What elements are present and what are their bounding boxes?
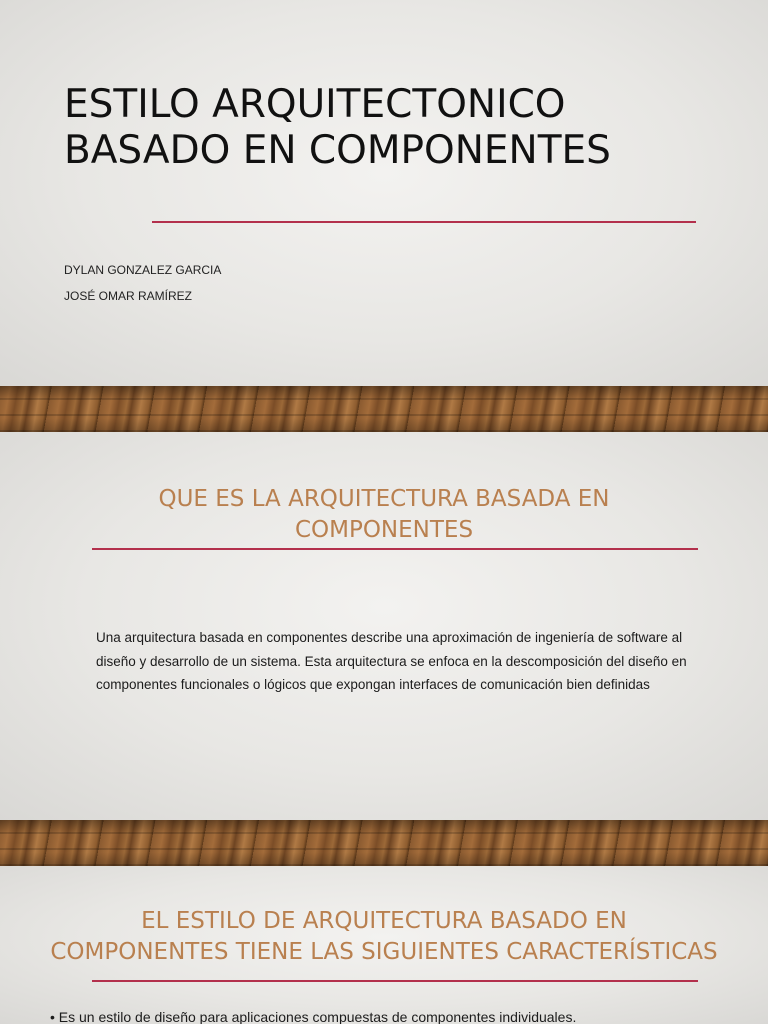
slide-heading: [0, 906, 768, 968]
heading-line-2: COMPONENTES TIENE LAS SIGUIENTES CARACTERÍSTICAS: [50, 939, 718, 965]
presentation-title: [64, 82, 744, 174]
wood-floor-decoration: [0, 820, 768, 866]
title-line-2: BASADO EN COMPONENTES: [64, 128, 611, 173]
heading-line-1: EL ESTILO DE ARQUITECTURA BASADO EN: [141, 908, 627, 934]
slide-characteristics: [0, 866, 768, 1024]
slide-definition: [0, 432, 768, 820]
heading-line-1: QUE ES LA ARQUITECTURA BASADA EN: [158, 486, 610, 512]
title-line-1: ESTILO ARQUITECTONICO: [64, 82, 566, 127]
accent-divider: [152, 221, 696, 223]
heading-line-2: COMPONENTES: [294, 517, 474, 543]
slide-heading: [0, 484, 768, 546]
definition-paragraph: Una arquitectura basada en componentes describe una aproximación de ingeniería de software al diseño y desarrollo de un sistema. Esta arquitectura se enfoca en la descomposición del diseño en componentes funcionales o lógicos que expongan interfaces de comunicación bien definidas: [96, 630, 687, 692]
bullet-item: • Es un estilo de diseño para aplicaciones compuestas de componentes individuales.: [50, 1009, 577, 1024]
author-name: JOSÉ OMAR RAMÍREZ: [64, 289, 193, 303]
accent-divider: [92, 980, 698, 982]
accent-divider: [92, 548, 698, 550]
wood-floor-decoration: [0, 386, 768, 432]
slide-title: [0, 0, 768, 386]
author-name: DYLAN GONZALEZ GARCIA: [64, 263, 222, 277]
